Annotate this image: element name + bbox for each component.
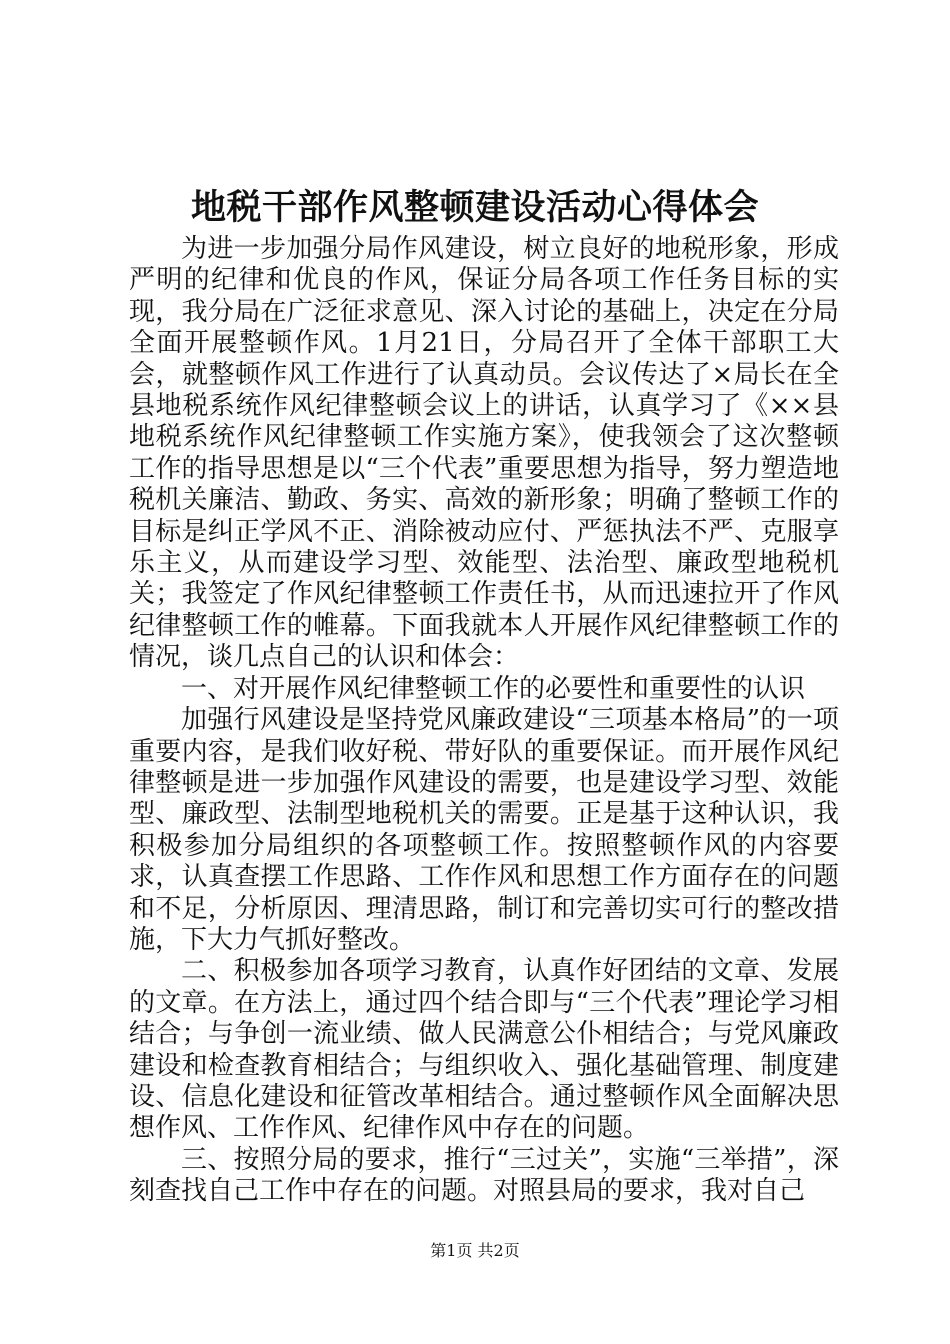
paragraph-intro: 为进一步加强分局作风建设，树立良好的地税形象，形成严明的纪律和优良的作风，保证分局各项工作任务目标的实现，我分局在广泛征求意见、深入讨论的基础上，决定在分局全面开展整顿作风。1月21日，分局召开了全体干部职工大会，就整顿作风工作进行了认真动员。会议传达了×局长在全县地税系统作风纪律整顿会议上的讲话，认真学习了《××县地税系统作风纪律整顿工作实施方案》，使我领会了这次整顿工作的指导思想是以“三个代表”重要思想为指导，努力塑造地税机关廉洁、勤政、务实、高效的新形象；明确了整顿工作的目标是纠正学风不正、消除被动应付、严惩执法不严、克服享乐主义，从而建设学习型、效能型、法治型、廉政型地税机关；我签定了作风纪律整顿工作责任书，从而迅速拉开了作风纪律整顿工作的帷幕。下面我就本人开展作风纪律整顿工作的情况，谈几点自己的认识和体会： [129, 234, 839, 673]
paragraph-section-1: 加强行风建设是坚持党风廉政建设“三项基本格局”的一项重要内容，是我们收好税、带好队的重要保证。而开展作风纪律整顿是进一步加强作风建设的需要，也是建设学习型、效能型、廉政型、法制型地税机关的需要。正是基于这种认识，我积极参加分局组织的各项整顿工作。按照整顿作风的内容要求，认真查摆工作思路、工作作风和思想工作方面存在的问题和不足，分析原因、理清思路，制订和完善切实可行的整改措施，下大力气抓好整改。 [129, 705, 839, 955]
document-title: 地税干部作风整顿建设活动心得体会 [190, 187, 759, 228]
paragraph-section-3: 三、按照分局的要求，推行“三过关”，实施“三举措”，深刻查找自己工作中存在的问题。对照县局的要求，我对自己 [129, 1144, 839, 1207]
document-body [129, 234, 839, 1208]
page-footer: 第1页 共2页 [430, 1241, 520, 1260]
heading-section-1: 一、对开展作风纪律整顿工作的必要性和重要性的认识 [181, 673, 806, 704]
paragraph-section-2: 二、积极参加各项学习教育，认真作好团结的文章、发展的文章。在方法上，通过四个结合即与“三个代表”理论学习相结合；与争创一流业绩、做人民满意公仆相结合；与党风廉政建设和检查教育相结合；与组织收入、强化基础管理、制度建设、信息化建设和征管改革相结合。通过整顿作风全面解决思想作风、工作作风、纪律作风中存在的问题。 [129, 956, 839, 1144]
